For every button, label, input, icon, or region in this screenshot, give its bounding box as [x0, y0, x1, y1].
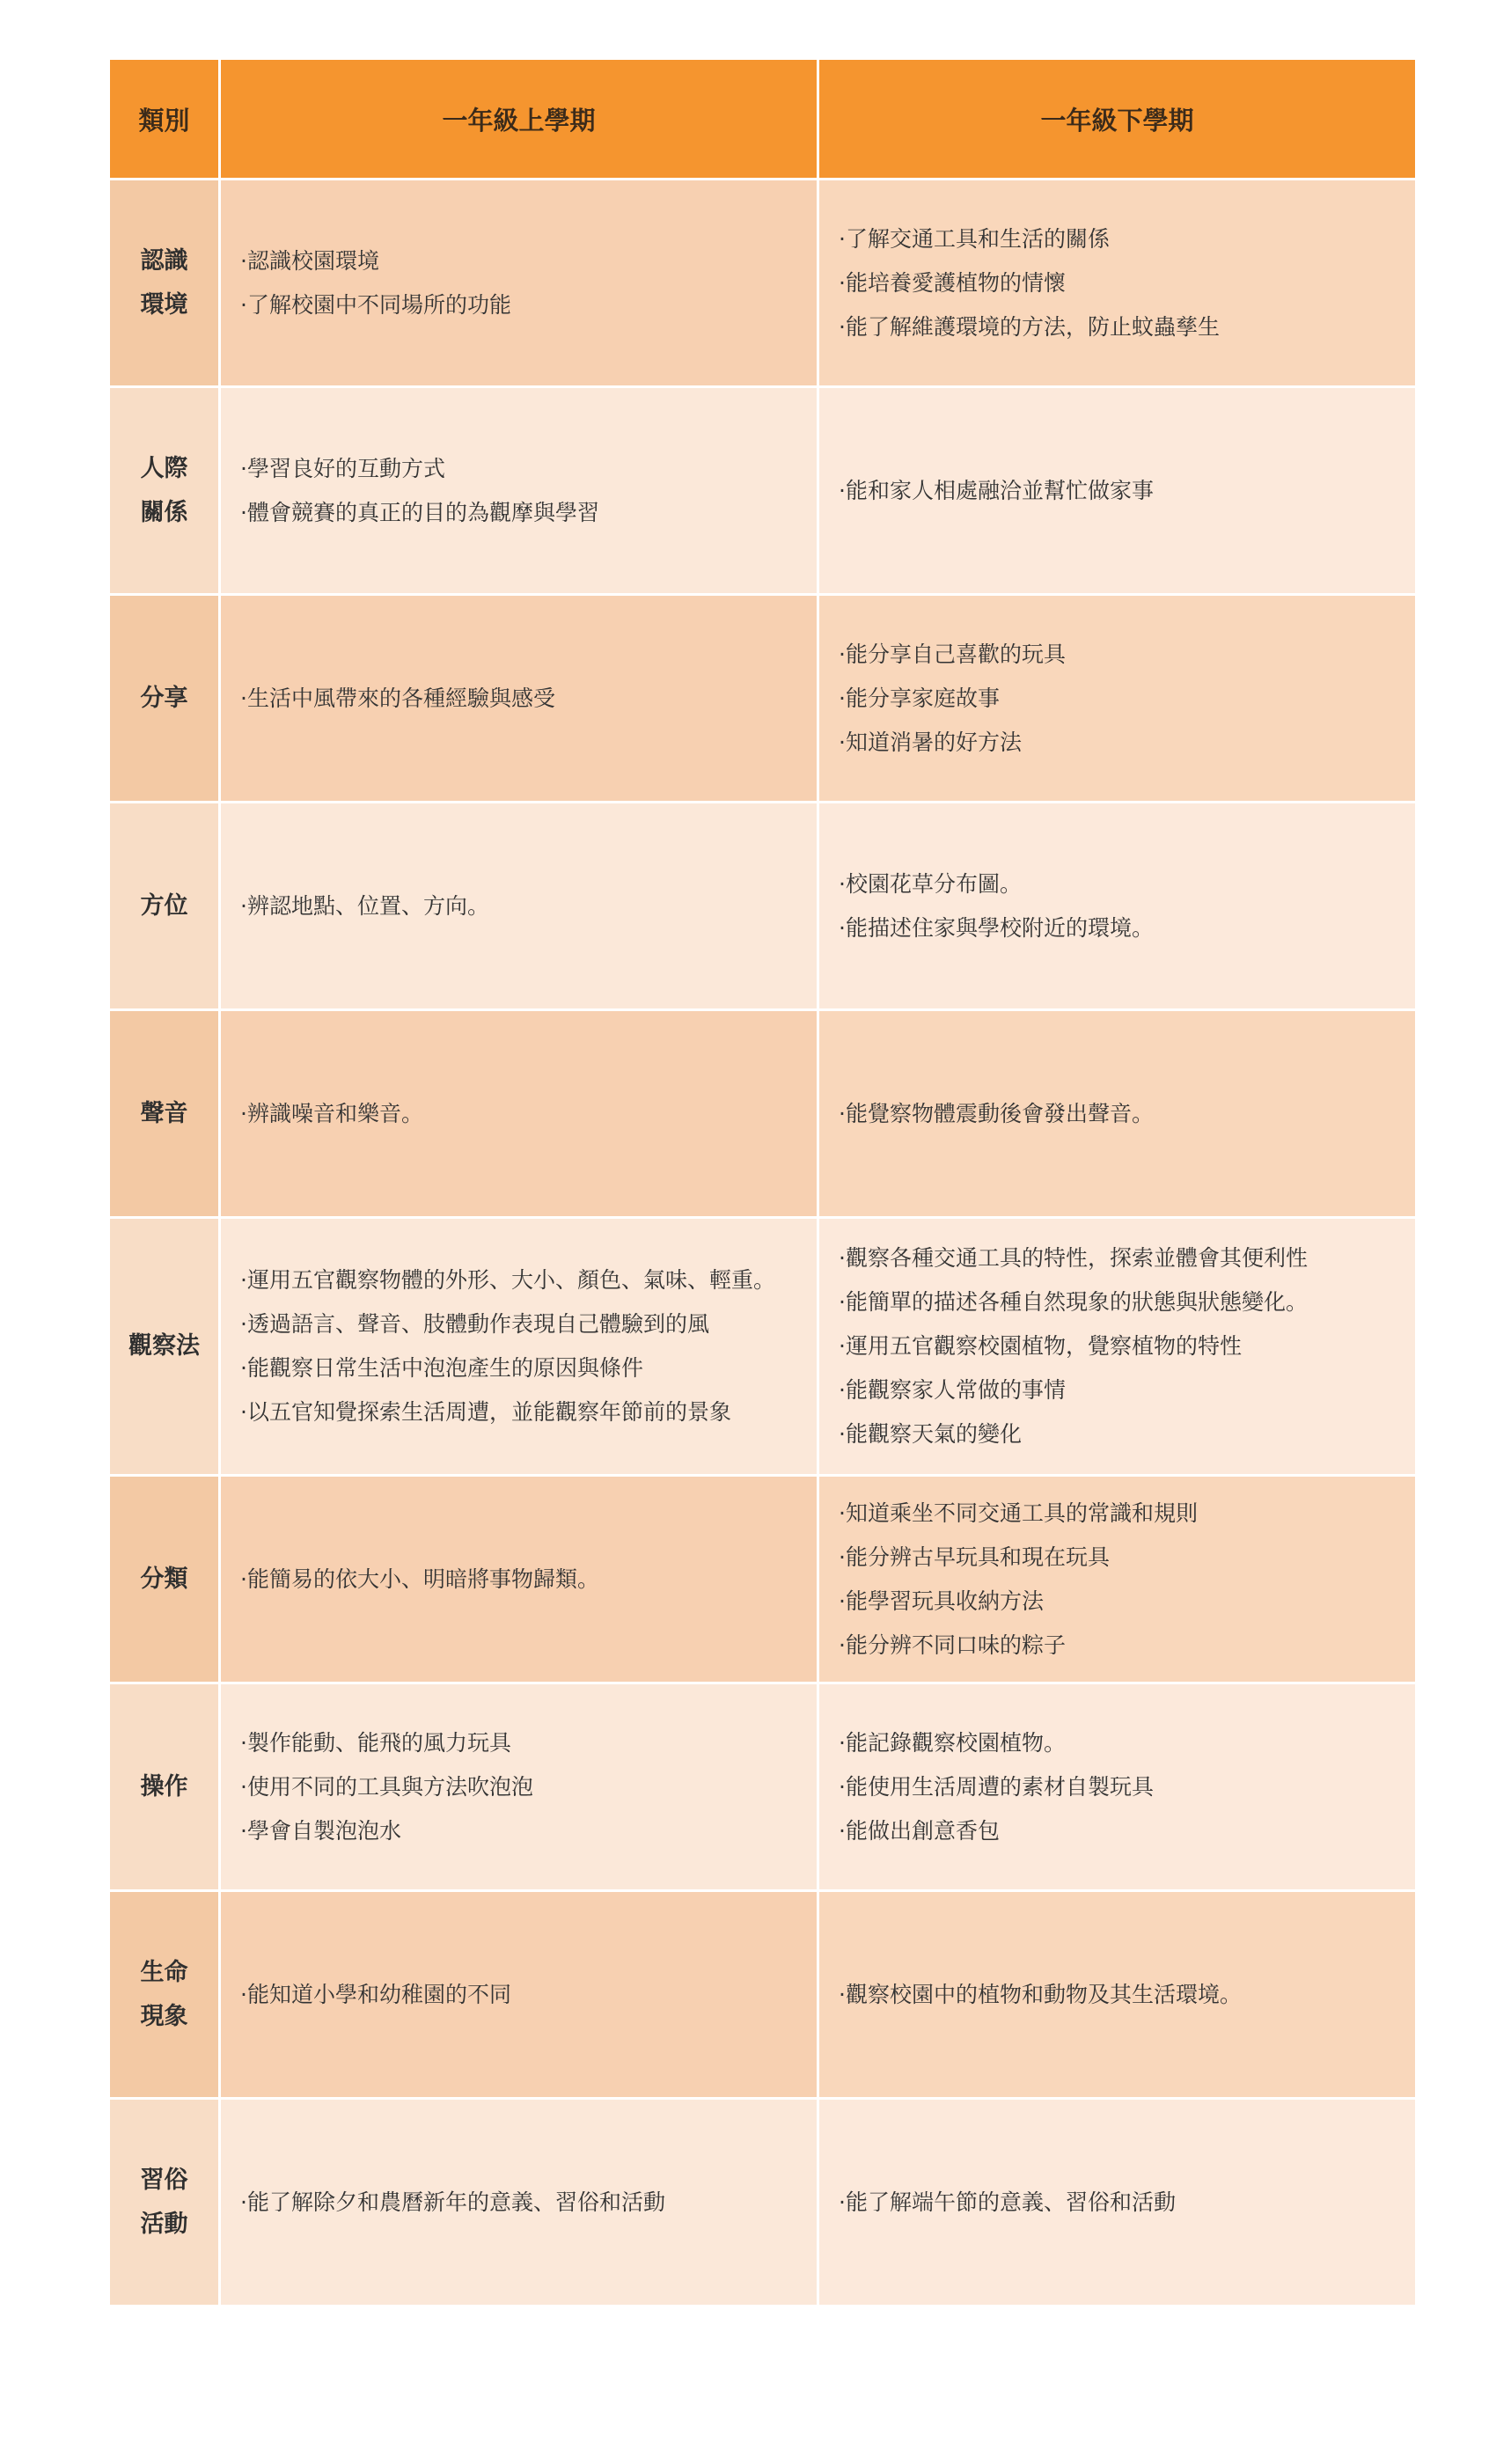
first-semester-item: ·能觀察日常生活中泡泡產生的原因與條件 [240, 1355, 643, 1381]
first-semester-item: ·辨認地點、位置、方向。 [240, 892, 489, 919]
category-label: 認識 [140, 246, 188, 275]
first-semester-item: ·辨識噪音和樂音。 [240, 1100, 423, 1126]
category-label: 生命 [140, 1958, 188, 1986]
second-semester-item: ·能觀察家人常做的事情 [839, 1377, 1066, 1403]
first-semester-item: ·了解校園中不同場所的功能 [240, 291, 511, 318]
second-semester-item: ·能培養愛護植物的情懷 [839, 269, 1066, 296]
category-cell [110, 1892, 218, 2097]
header-category: 類別 [110, 60, 218, 178]
category-label: 習俗 [140, 2166, 188, 2194]
first-semester-item: ·透過語言、聲音、肢體動作表現自己體驗到的風 [240, 1311, 709, 1337]
category-label: 現象 [140, 2002, 188, 2030]
second-semester-item: ·能記錄觀察校園植物。 [839, 1729, 1066, 1756]
first-semester-item: ·運用五官觀察物體的外形、大小、顏色、氣味、輕重。 [240, 1267, 775, 1293]
category-cell [110, 596, 218, 801]
first-semester-item: ·以五官知覺探索生活周遭，並能觀察年節前的景象 [240, 1399, 731, 1425]
category-label: 觀察法 [128, 1332, 200, 1360]
second-semester-item: ·能學習玩具收納方法 [839, 1588, 1044, 1614]
category-cell [110, 803, 218, 1008]
category-label: 分類 [140, 1565, 188, 1593]
second-semester-item: ·能使用生活周遭的素材自製玩具 [839, 1773, 1154, 1800]
first-semester-cell [221, 1477, 817, 1682]
second-semester-item: ·能觀察天氣的變化 [839, 1421, 1022, 1447]
second-semester-item: ·能覺察物體震動後會發出聲音。 [839, 1100, 1154, 1126]
second-semester-cell [819, 1477, 1415, 1682]
first-semester-item: ·認識校園環境 [240, 247, 379, 274]
category-label: 分享 [140, 684, 188, 712]
category-label: 方位 [140, 891, 188, 920]
header-first-semester: 一年級上學期 [221, 60, 817, 178]
category-label: 操作 [140, 1772, 188, 1800]
second-semester-item: ·知道消暑的好方法 [839, 729, 1022, 755]
first-semester-item: ·體會競賽的真正的目的為觀摩與學習 [240, 499, 599, 525]
second-semester-cell [819, 2100, 1415, 2305]
first-semester-cell [221, 1011, 817, 1216]
first-semester-cell [221, 1684, 817, 1889]
second-semester-cell [819, 388, 1415, 593]
second-semester-cell [819, 596, 1415, 801]
second-semester-item: ·能分享自己喜歡的玩具 [839, 641, 1066, 667]
first-semester-item: ·使用不同的工具與方法吹泡泡 [240, 1773, 533, 1800]
curriculum-table [110, 60, 1410, 2305]
first-semester-item: ·能了解除夕和農曆新年的意義、習俗和活動 [240, 2189, 665, 2215]
second-semester-item: ·能簡單的描述各種自然現象的狀態與狀態變化。 [839, 1289, 1308, 1315]
category-cell [110, 1219, 218, 1474]
category-label: 聲音 [140, 1099, 188, 1127]
second-semester-cell [819, 1892, 1415, 2097]
second-semester-item: ·知道乘坐不同交通工具的常識和規則 [839, 1500, 1198, 1526]
second-semester-item: ·能分辨不同口味的粽子 [839, 1632, 1066, 1658]
category-cell [110, 1477, 218, 1682]
second-semester-item: ·校園花草分布圖。 [839, 870, 1022, 897]
second-semester-item: ·觀察各種交通工具的特性，探索並體會其便利性 [839, 1245, 1308, 1271]
second-semester-cell [819, 1219, 1415, 1474]
header-second-semester: 一年級下學期 [819, 60, 1415, 178]
category-cell [110, 1011, 218, 1216]
first-semester-cell [221, 2100, 817, 2305]
second-semester-item: ·能描述住家與學校附近的環境。 [839, 914, 1154, 941]
category-cell [110, 1684, 218, 1889]
first-semester-item: ·學會自製泡泡水 [240, 1817, 401, 1844]
second-semester-item: ·能了解端午節的意義、習俗和活動 [839, 2189, 1176, 2215]
first-semester-cell [221, 388, 817, 593]
category-label: 關係 [140, 498, 188, 526]
second-semester-item: ·能做出創意香包 [839, 1817, 1000, 1844]
second-semester-cell [819, 1011, 1415, 1216]
second-semester-item: ·能分辨古早玩具和現在玩具 [839, 1544, 1110, 1570]
category-label: 環境 [140, 290, 188, 319]
second-semester-item: ·觀察校園中的植物和動物及其生活環境。 [839, 1981, 1242, 2007]
first-semester-cell [221, 1892, 817, 2097]
category-label: 人際 [140, 454, 188, 482]
first-semester-cell [221, 180, 817, 385]
first-semester-item: ·生活中風帶來的各種經驗與感受 [240, 685, 555, 711]
second-semester-cell [819, 803, 1415, 1008]
second-semester-item: ·能和家人相處融洽並幫忙做家事 [839, 477, 1154, 503]
second-semester-cell [819, 1684, 1415, 1889]
first-semester-cell [221, 1219, 817, 1474]
second-semester-item: ·了解交通工具和生活的關係 [839, 225, 1110, 252]
second-semester-item: ·運用五官觀察校園植物，覺察植物的特性 [839, 1333, 1242, 1359]
second-semester-item: ·能了解維護環境的方法，防止蚊蟲孳生 [839, 313, 1220, 340]
category-cell [110, 2100, 218, 2305]
category-label: 活動 [140, 2210, 188, 2238]
category-cell [110, 388, 218, 593]
category-cell [110, 180, 218, 385]
first-semester-cell [221, 803, 817, 1008]
second-semester-item: ·能分享家庭故事 [839, 685, 1000, 711]
first-semester-cell [221, 596, 817, 801]
first-semester-item: ·學習良好的互動方式 [240, 455, 445, 481]
first-semester-item: ·製作能動、能飛的風力玩具 [240, 1729, 511, 1756]
first-semester-item: ·能簡易的依大小、明暗將事物歸類。 [240, 1566, 599, 1592]
second-semester-cell [819, 180, 1415, 385]
first-semester-item: ·能知道小學和幼稚園的不同 [240, 1981, 511, 2007]
